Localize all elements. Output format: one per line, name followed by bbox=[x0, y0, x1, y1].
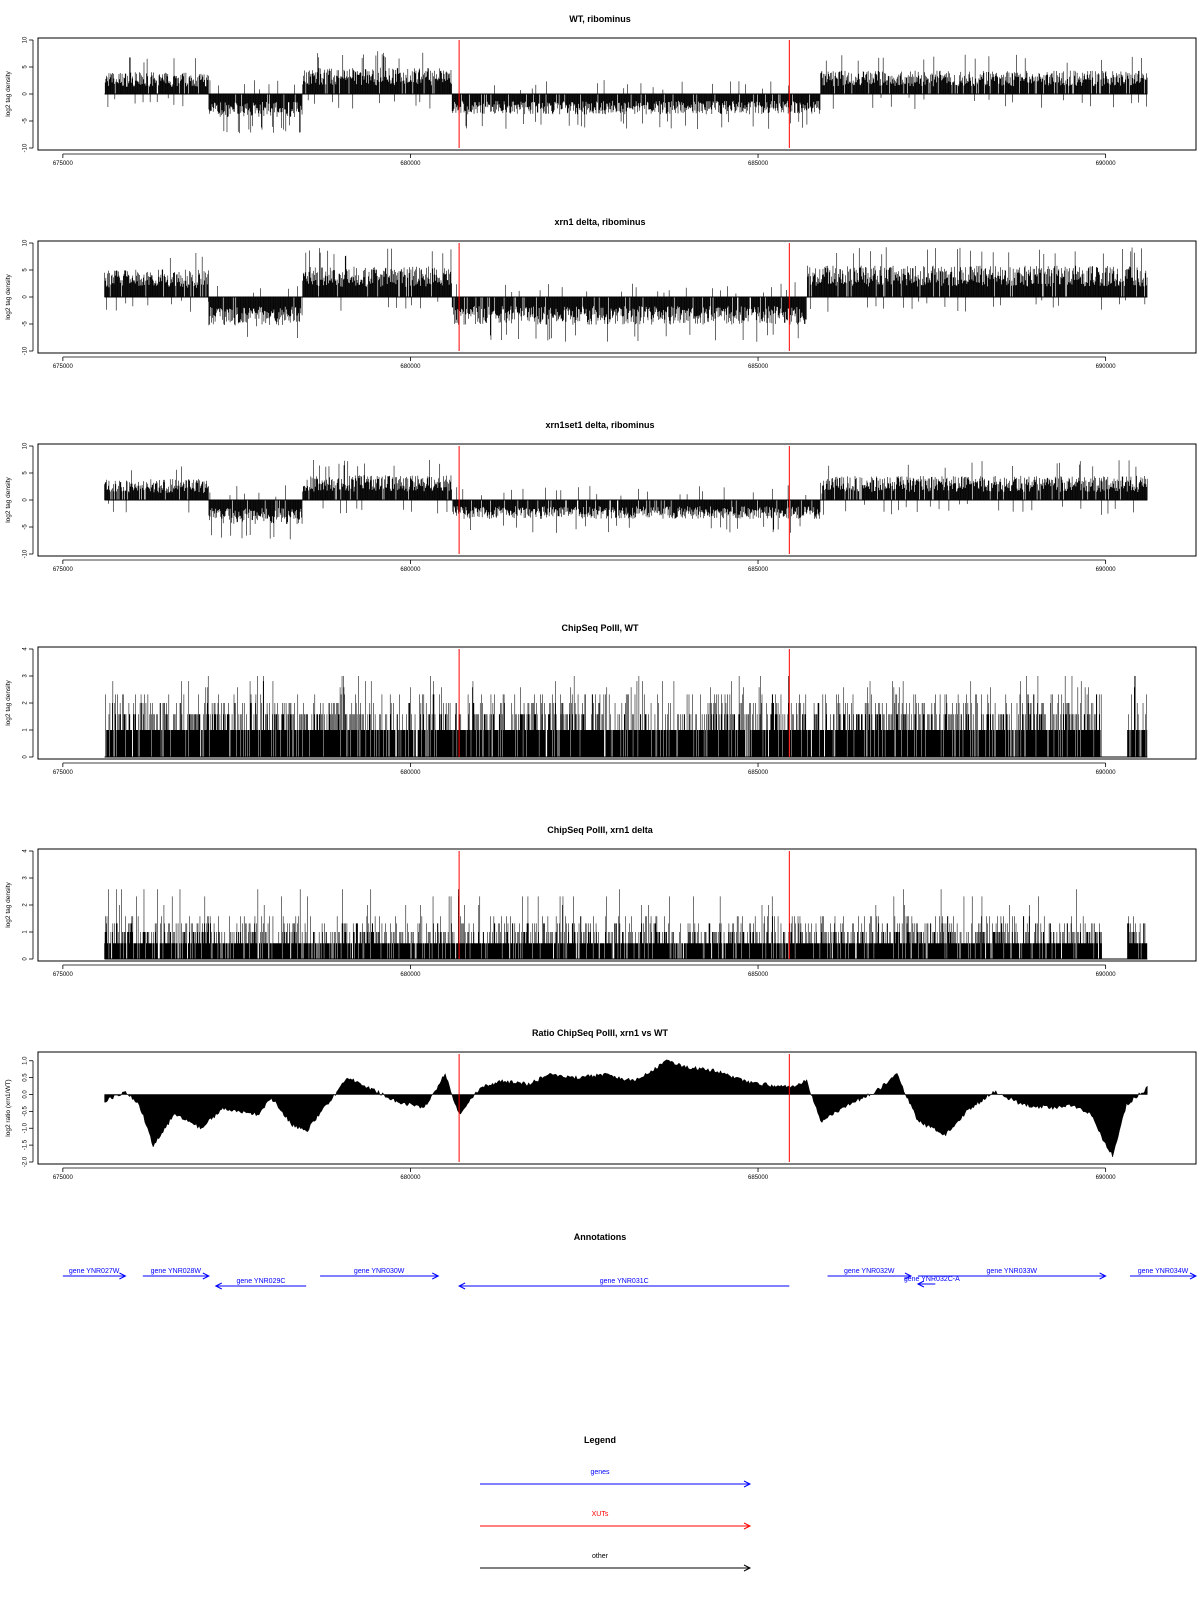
y-tick-label: 10 bbox=[22, 36, 29, 44]
y-axis bbox=[5, 849, 33, 961]
panel-data bbox=[105, 889, 1148, 959]
y-tick-label: 10 bbox=[22, 239, 29, 247]
y-tick-label: 5 bbox=[22, 268, 29, 272]
y-tick-label: -5 bbox=[22, 118, 29, 124]
y-tick-label: 0.0 bbox=[22, 1090, 29, 1099]
legend-panel bbox=[480, 1435, 750, 1571]
panel-data bbox=[105, 1060, 1148, 1157]
ratio-area bbox=[105, 1060, 1148, 1157]
x-tick-label: 685000 bbox=[748, 1175, 769, 1181]
panel-xrn1_ribominus bbox=[5, 217, 1196, 370]
y-tick-label: 0 bbox=[22, 957, 29, 961]
x-tick-label: 680000 bbox=[400, 1175, 421, 1181]
y-tick-label: 3 bbox=[22, 674, 29, 678]
gene-annotation bbox=[216, 1278, 306, 1289]
y-tick-label: 0 bbox=[22, 295, 29, 299]
y-tick-label: -10 bbox=[22, 143, 29, 153]
x-tick-label: 675000 bbox=[52, 364, 73, 370]
gene-label: gene YNR031C bbox=[599, 1278, 649, 1285]
x-tick-label: 690000 bbox=[1095, 972, 1116, 978]
x-tick-label: 675000 bbox=[52, 1175, 73, 1181]
x-axis bbox=[53, 1168, 1116, 1181]
panel-data bbox=[105, 51, 1148, 133]
gene-annotation bbox=[459, 1278, 789, 1289]
panel-title: ChipSeq PolII, WT bbox=[561, 623, 639, 633]
x-axis bbox=[53, 154, 1116, 167]
density-bars bbox=[105, 51, 1147, 133]
y-tick-label: -1.0 bbox=[22, 1123, 29, 1134]
panel-data bbox=[105, 460, 1148, 540]
panel-chipseq_wt bbox=[5, 623, 1196, 776]
y-tick-label: 10 bbox=[22, 442, 29, 450]
panel-title: xrn1set1 delta, ribominus bbox=[545, 420, 655, 430]
x-tick-label: 685000 bbox=[748, 161, 769, 167]
y-tick-label: -0.5 bbox=[22, 1106, 29, 1117]
x-tick-label: 680000 bbox=[400, 364, 421, 370]
x-tick-label: 675000 bbox=[52, 161, 73, 167]
y-tick-label: 3 bbox=[22, 876, 29, 880]
y-tick-label: -5 bbox=[22, 524, 29, 530]
y-tick-label: -1.5 bbox=[22, 1139, 29, 1151]
x-tick-label: 675000 bbox=[52, 770, 73, 776]
x-tick-label: 685000 bbox=[748, 972, 769, 978]
gene-annotation bbox=[63, 1268, 126, 1279]
panel-title: Ratio ChipSeq PolII, xrn1 vs WT bbox=[531, 1028, 669, 1038]
annotations-panel bbox=[63, 1232, 1196, 1289]
gene-label: gene YNR032W bbox=[844, 1268, 895, 1275]
y-tick-label: -2.0 bbox=[22, 1156, 29, 1168]
y-tick-label: 4 bbox=[22, 849, 29, 853]
x-axis bbox=[53, 357, 1116, 370]
y-axis-label: log2 tag density bbox=[5, 274, 12, 320]
x-tick-label: 690000 bbox=[1095, 364, 1116, 370]
gene-label: gene YNR033W bbox=[986, 1268, 1038, 1275]
y-axis-label: log2 ratio (xrn1/WT) bbox=[5, 1079, 12, 1137]
x-axis bbox=[53, 763, 1116, 776]
gene-label: gene YNR029C bbox=[236, 1278, 286, 1285]
panel-data bbox=[105, 676, 1148, 757]
x-tick-label: 680000 bbox=[400, 161, 421, 167]
y-tick-label: 5 bbox=[22, 471, 29, 475]
panel-chipseq_xrn1 bbox=[5, 825, 1196, 978]
y-tick-label: 0 bbox=[22, 92, 29, 96]
y-tick-label: 1 bbox=[22, 930, 29, 934]
x-tick-label: 685000 bbox=[748, 364, 769, 370]
y-tick-label: 1.0 bbox=[22, 1056, 29, 1065]
legend-item-xuts bbox=[480, 1511, 750, 1529]
y-tick-label: 0 bbox=[22, 498, 29, 502]
legend-label: genes bbox=[590, 1469, 610, 1476]
legend-item-other bbox=[480, 1553, 750, 1571]
y-axis-label: log2 tag density bbox=[5, 477, 12, 523]
x-tick-label: 685000 bbox=[748, 770, 769, 776]
y-tick-label: 2 bbox=[22, 903, 29, 907]
x-tick-label: 680000 bbox=[400, 972, 421, 978]
y-tick-label: -10 bbox=[22, 346, 29, 356]
x-tick-label: 690000 bbox=[1095, 770, 1116, 776]
gene-annotation bbox=[904, 1276, 960, 1287]
chipseq-bars bbox=[106, 676, 1147, 757]
legend-label: other bbox=[592, 1553, 608, 1560]
x-tick-label: 680000 bbox=[400, 770, 421, 776]
gene-label: gene YNR027W bbox=[68, 1268, 120, 1275]
gene-annotation bbox=[1130, 1268, 1196, 1279]
x-tick-label: 675000 bbox=[52, 567, 73, 573]
x-tick-label: 690000 bbox=[1095, 161, 1116, 167]
gene-label: gene YNR034W bbox=[1137, 1268, 1189, 1275]
y-axis-label: log2 tag density bbox=[5, 680, 12, 726]
x-tick-label: 690000 bbox=[1095, 1175, 1116, 1181]
panel-title: WT, ribominus bbox=[569, 14, 631, 24]
annotations-title: Annotations bbox=[573, 1232, 627, 1242]
x-axis bbox=[53, 560, 1116, 573]
y-tick-label: 2 bbox=[22, 701, 29, 705]
gene-label: gene YNR032C-A bbox=[903, 1276, 960, 1283]
x-tick-label: 685000 bbox=[748, 567, 769, 573]
gene-annotation bbox=[143, 1268, 209, 1279]
x-tick-label: 690000 bbox=[1095, 567, 1116, 573]
x-axis bbox=[53, 965, 1116, 978]
gene-label: gene YNR030W bbox=[353, 1268, 405, 1275]
y-tick-label: 1 bbox=[22, 728, 29, 732]
y-tick-label: 4 bbox=[22, 647, 29, 651]
y-axis-label: log2 tag density bbox=[5, 882, 12, 928]
density-bars bbox=[105, 247, 1147, 342]
gene-annotation bbox=[320, 1268, 438, 1279]
y-tick-label: -5 bbox=[22, 321, 29, 327]
y-axis bbox=[5, 647, 33, 759]
y-tick-label: 0.5 bbox=[22, 1073, 29, 1082]
y-tick-label: 5 bbox=[22, 65, 29, 69]
gene-annotation bbox=[828, 1268, 911, 1279]
y-axis bbox=[5, 36, 33, 152]
x-tick-label: 680000 bbox=[400, 567, 421, 573]
panel-ratio bbox=[5, 1028, 1196, 1181]
y-axis bbox=[5, 239, 33, 355]
panel-wt_ribominus bbox=[5, 14, 1196, 167]
chipseq-bars bbox=[105, 889, 1147, 959]
y-axis bbox=[5, 442, 33, 558]
panel-xrn1set1_ribominus bbox=[5, 420, 1196, 573]
legend-title: Legend bbox=[583, 1435, 617, 1445]
gene-label: gene YNR028W bbox=[150, 1268, 202, 1275]
panel-title: xrn1 delta, ribominus bbox=[554, 217, 646, 227]
y-axis bbox=[5, 1056, 33, 1167]
legend-label: XUTs bbox=[591, 1511, 609, 1518]
panel-data bbox=[105, 247, 1148, 342]
legend-item-genes bbox=[480, 1469, 750, 1487]
y-tick-label: -10 bbox=[22, 549, 29, 559]
y-tick-label: 0 bbox=[22, 755, 29, 759]
x-tick-label: 675000 bbox=[52, 972, 73, 978]
panel-title: ChipSeq PolII, xrn1 delta bbox=[547, 825, 653, 835]
y-axis-label: log2 tag density bbox=[5, 71, 12, 117]
